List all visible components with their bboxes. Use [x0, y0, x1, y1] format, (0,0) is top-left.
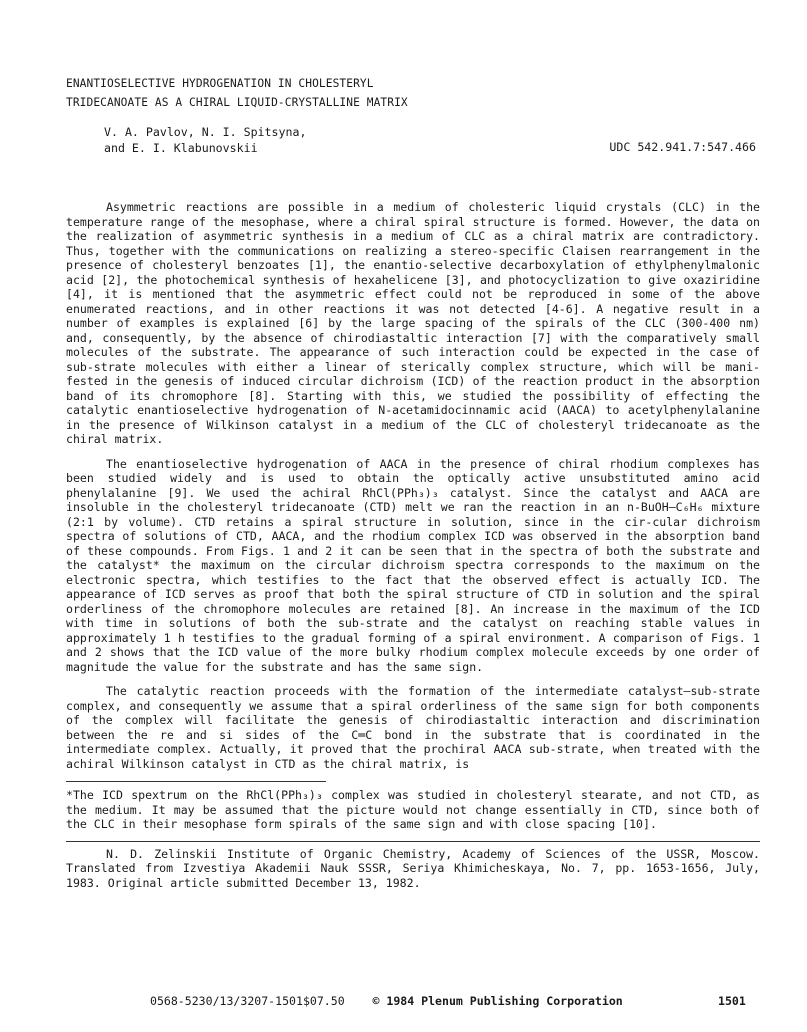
authors-line-2: and E. I. Klabunovskii	[104, 140, 258, 155]
authors	[104, 125, 306, 156]
paragraph-2: The enantioselective hydrogenation of AACA in the presence of chiral rhodium complexes has been studied widely and is used to obtain the optically active unsubstituted amino acid phenylalanine [9]. We used the achiral RhCl(PPh₃)₃ catalyst. Since the catalyst and AACA are insoluble in the cholesteryl tridecanoate (CTD) melt we ran the reaction in an n-BuOH–C₆H₆ mixture (2:1 by volume). CTD retains a spiral structure in solution, since in the cir-cular dichroism spectra of solutions of CTD, AACA, and the rhodium complex ICD was observed in the absorption band of these compounds. From Figs. 1 and 2 it can be seen that in the spectra of both the substrate and the catalyst* the maximum on the circular dichroism spectra corresponds to the maximum on the electronic spectra, which testifies to the fact that the observed effect is actually ICD. The appearance of ICD serves as proof that both the spiral structure of CTD in solution and the spiral orderliness of the chromophore molecules are retained [8]. An increase in the maximum of the ICD with time in solutions of both the sub-strate and the catalyst on reaching stable values in approximately 1 h testifies to the gradual forming of a spiral environment. A comparison of Figs. 1 and 2 shows that the ICD value of the more bulky rhodium complex molecule exceeds by one order of magnitude the value for the substrate and has the same sign.	[66, 456, 760, 674]
article-page	[66, 74, 760, 890]
title-line-1: ENANTIOSELECTIVE HYDROGENATION IN CHOLESTERYL	[66, 77, 374, 90]
footer-publisher: © 1984 Plenum Publishing Corporation	[372, 994, 623, 1008]
paragraph-1: Asymmetric reactions are possible in a medium of cholesteric liquid crystals (CLC) in the temperature range of the mesophase, where a chiral spiral structure is formed. However, the data on the realization of asymmetric synthesis in a medium of CLC as a chiral matrix are contradictory. Thus, together with the communications on realizing a stereo-specific Claisen rearrangement in the presence of cholesteryl benzoates [1], the enantio-selective decarboxylation of ethylphenylmalonic acid [2], the photochemical synthesis of hexahelicene [3], and photocyclization to give oxaziridine [4], it is mentioned that the asymmetric effect could not be reproduced in some of the above enumerated reactions, and in other reactions it was not detected [4-6]. A negative result in a number of examples is explained [6] by the large spacing of the spirals of the CLC (300-400 nm) and, consequently, by the absence of chirodiastaltic interaction [7] with the comparatively small molecules of the substrate. The appearance of such interaction could be expected in the case of sub-strate molecules with either a linear of sterically complex structure, which will be mani-fested in the genesis of induced circular dichroism (ICD) of the reaction product in the absorption band of its chromophore [8]. Starting with this, we studied the possibility of effecting the catalytic enantioselective hydrogenation of N-acetamidocinnamic acid (AACA) to acetylphenylalanine in the presence of Wilkinson catalyst in a medium of the CLC of cholesteryl tridecanoate as the chiral matrix.	[66, 200, 760, 446]
authors-line-1: V. A. Pavlov, N. I. Spitsyna,	[104, 125, 307, 139]
page-number: 1501	[718, 994, 746, 1008]
footnote-divider	[66, 781, 326, 782]
page-footer	[150, 994, 750, 1008]
footnote: *The ICD spextrum on the RhCl(PPh₃)₃ complex was studied in cholesteryl stearate, and not CTD, as the medium. It may be assumed that the picture would not change essentially in CTD, since both of the CLC in their mesophase form spirals of the same sign and with close spacing [10].	[66, 788, 760, 831]
title-line-2: TRIDECANOATE AS A CHIRAL LIQUID-CRYSTALLINE MATRIX	[66, 96, 408, 109]
article-title	[66, 74, 760, 112]
footer-code: 0568-5230/13/3207-1501$07.50	[150, 994, 345, 1008]
affiliation-note: N. D. Zelinskii Institute of Organic Chemistry, Academy of Sciences of the USSR, Moscow. Translated from Izvestiya Akademii Nauk SSSR, Seriya Khimicheskaya, No. 7, pp. 1653-1656, July, 1983. Original article submitted December 13, 1982.	[66, 846, 760, 890]
affiliation-divider	[66, 841, 760, 842]
udc-code: UDC 542.941.7:547.466	[609, 140, 756, 154]
article-body	[66, 200, 760, 771]
paragraph-3: The catalytic reaction proceeds with the formation of the intermediate catalyst–sub-strate complex, and consequently we assume that a spiral orderliness of the same sign for both components of the complex will facilitate the genesis of chirodiastaltic interaction and discrimination between the re and si sides of the C═C bond in the substrate that is coordinated in the intermediate complex. Actually, it proved that the prochiral AACA sub-strate, when treated with the achiral Wilkinson catalyst in CTD as the chiral matrix, is	[66, 684, 760, 771]
author-block	[66, 125, 760, 165]
